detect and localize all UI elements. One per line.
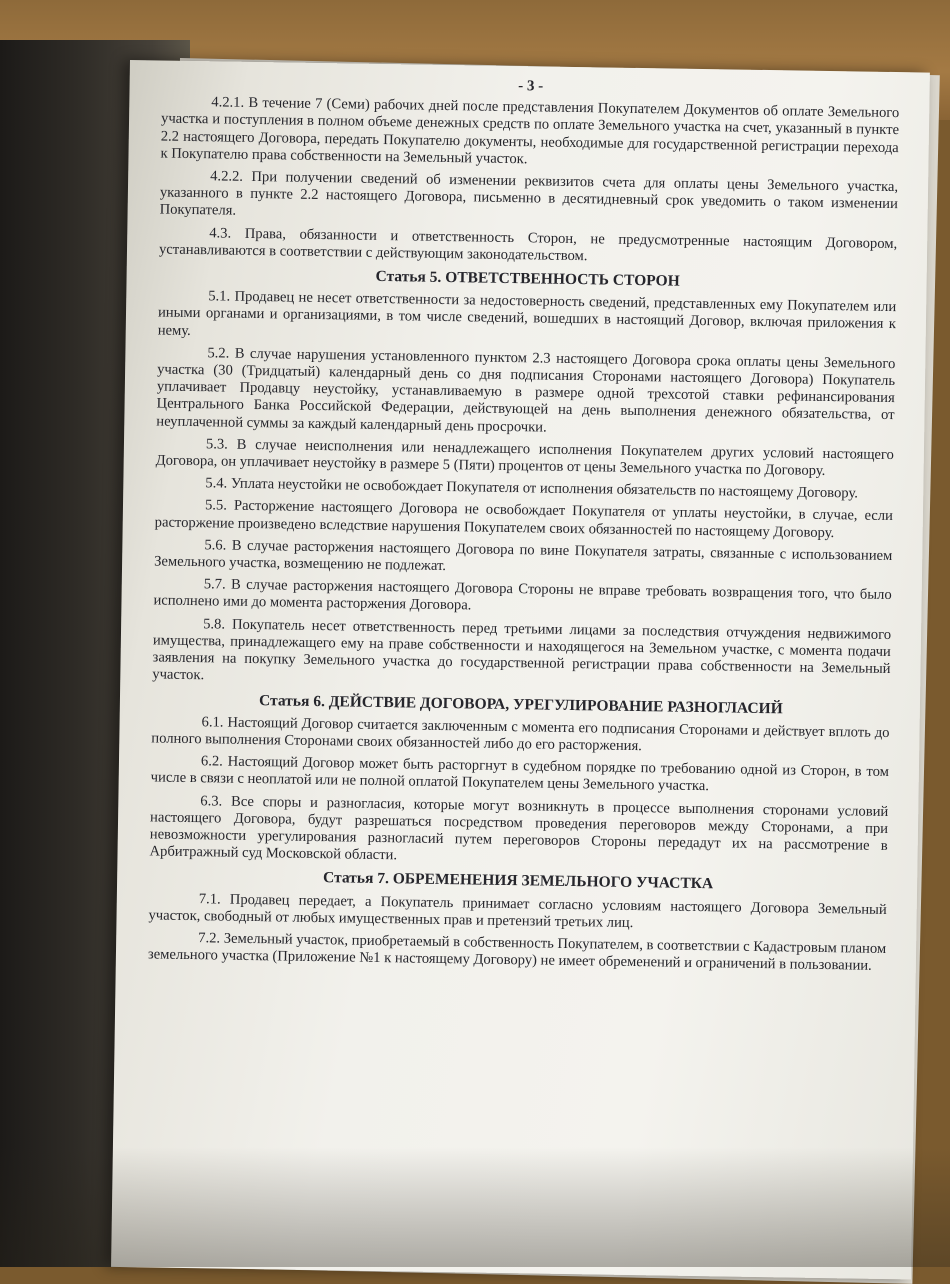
clause-paragraph: 7.1. Продавец передает, а Покупатель принимает согласно условиям настоящего Договора Земельный участок, свободный от любых имущественных прав и претензий третьих лиц. [148, 890, 887, 931]
clause-paragraph: 6.2. Настоящий Договор может быть расторгнут в судебном порядке по требованию одной из Сторон, в том числе в связи с неоплатой или не полной оплатой Покупателем цены Земельного участка. [150, 753, 890, 795]
clause-paragraph: 5.7. В случае расторжения настоящего Договора Стороны не вправе требовать возвращения того, что было исполнено ими до момента расторжения Договора. [153, 576, 892, 614]
clause-paragraph: 5.8. Покупатель несет ответственность перед третьими лицами за последствия отчуждения недвижимого имущества, принадлежащего ему на праве собственности и находящегося на Земельном участке, с момента подачи заявления на покупку Земельного участка до государственной регистрации права собственности на Земельный участок. [152, 615, 892, 684]
clause-paragraph: 5.5. Расторжение настоящего Договора не освобождает Покупателя от уплаты неустойки, в случае, если расторжение произведено вследствие нарушения Покупателем своих обязанностей по настоящему Договору. [154, 497, 894, 541]
clause-paragraph: 4.3. Права, обязанности и ответственность Сторон, не предусмотренные настоящим Договором, устанавливаются в соответствии с действующим законодательством. [158, 224, 898, 265]
article-heading: Статья 5. ОТВЕТСТВЕННОСТЬ СТОРОН [375, 267, 680, 290]
clause-paragraph: 6.1. Настоящий Договор считается заключенным с момента его подписания Сторонами и действует вплоть до полного выполнения Сторонами своих обязанностей либо до его расторжения. [151, 713, 890, 755]
page-number: - 3 - [518, 78, 544, 95]
clause-paragraph: 6.3. Все споры и разногласия, которые могут возникнуть в процессе выполнения сторонами условий настоящего Договора, будут разрешаться посредством проведения переговоров между Сторонами, а при невозможности урегулирования разногласий путем переговоров Стороны передадут их на рассмотрение в Арбитражный суд Московской области. [149, 792, 889, 864]
article-heading: Статья 7. ОБРЕМЕНЕНИЯ ЗЕМЕЛЬНОГО УЧАСТКА [322, 869, 714, 893]
clause-paragraph: 5.6. В случае расторжения настоящего Договора по вине Покупателя затраты, связанные с использованием Земельного участка, возмещению не подлежат. [153, 537, 893, 575]
clause-paragraph: 5.3. В случае неисполнения или ненадлежащего исполнения Покупателем других условий настоящего Договора, он уплачивает неустойку в размере 5 (Пяти) процентов от цены Земельного участка по Договору. [155, 436, 895, 480]
clause-paragraph: 7.2. Земельный участок, приобретаемый в собственность Покупателем, в соответствии с Кадастровым планом земельного участка (Приложение №1 к настоящему Договору) не имеет обременений и ограничений в пользовании. [147, 930, 887, 974]
article-heading: Статья 6. ДЕЙСТВИЕ ДОГОВОРА, УРЕГУЛИРОВАНИЕ РАЗНОГЛАСИЙ [258, 691, 783, 717]
clause-paragraph: 5.2. В случае нарушения установленного пунктом 2.3 настоящего Договора срока оплаты цены Земельного участка (30 (Тридцатый) календарный день со дня подписания Сторонами настоящего Договора) Покупатель уплачивает Продавцу неустойку, устанавливаемую в размере одной трехсотой ставки рефинансирования Центрального Банка Российской Федерации, действующей на день выполнения денежного обязательства, от неуплаченной суммы за каждый календарный день просрочки. [156, 345, 896, 436]
clause-paragraph: 5.4. Уплата неустойки не освобождает Покупателя от исполнения обязательств по настоящему Договору. [205, 475, 859, 502]
clause-paragraph: 4.2.2. При получении сведений об изменении реквизитов счета для оплаты цены Земельного участка, указанного в пункте 2.2 настоящего Договора, письменно в десятидневный срок уведомить о таком изменении Покупателя. [159, 168, 899, 220]
document-content [148, 73, 900, 981]
clause-paragraph: 4.2.1. В течение 7 (Семи) рабочих дней после представления Покупателем Документов об оплате Земельного участка и поступления в полном объеме денежных средств по оплате Земельного участка на счет, указанный в пункте 2.2 настоящего Договора, передать Покупателю документы, необходимые для государственной регистрации перехода к Покупателю права собственности на Земельный участок. [160, 94, 900, 168]
document-page [111, 60, 930, 1279]
clause-paragraph: 5.1. Продавец не несет ответственности за недостоверность сведений, представленных ему Покупателем или иными органами и организациями, в том числе сведений, вошедших в настоящий Договор, включая приложения к нему. [157, 288, 897, 339]
